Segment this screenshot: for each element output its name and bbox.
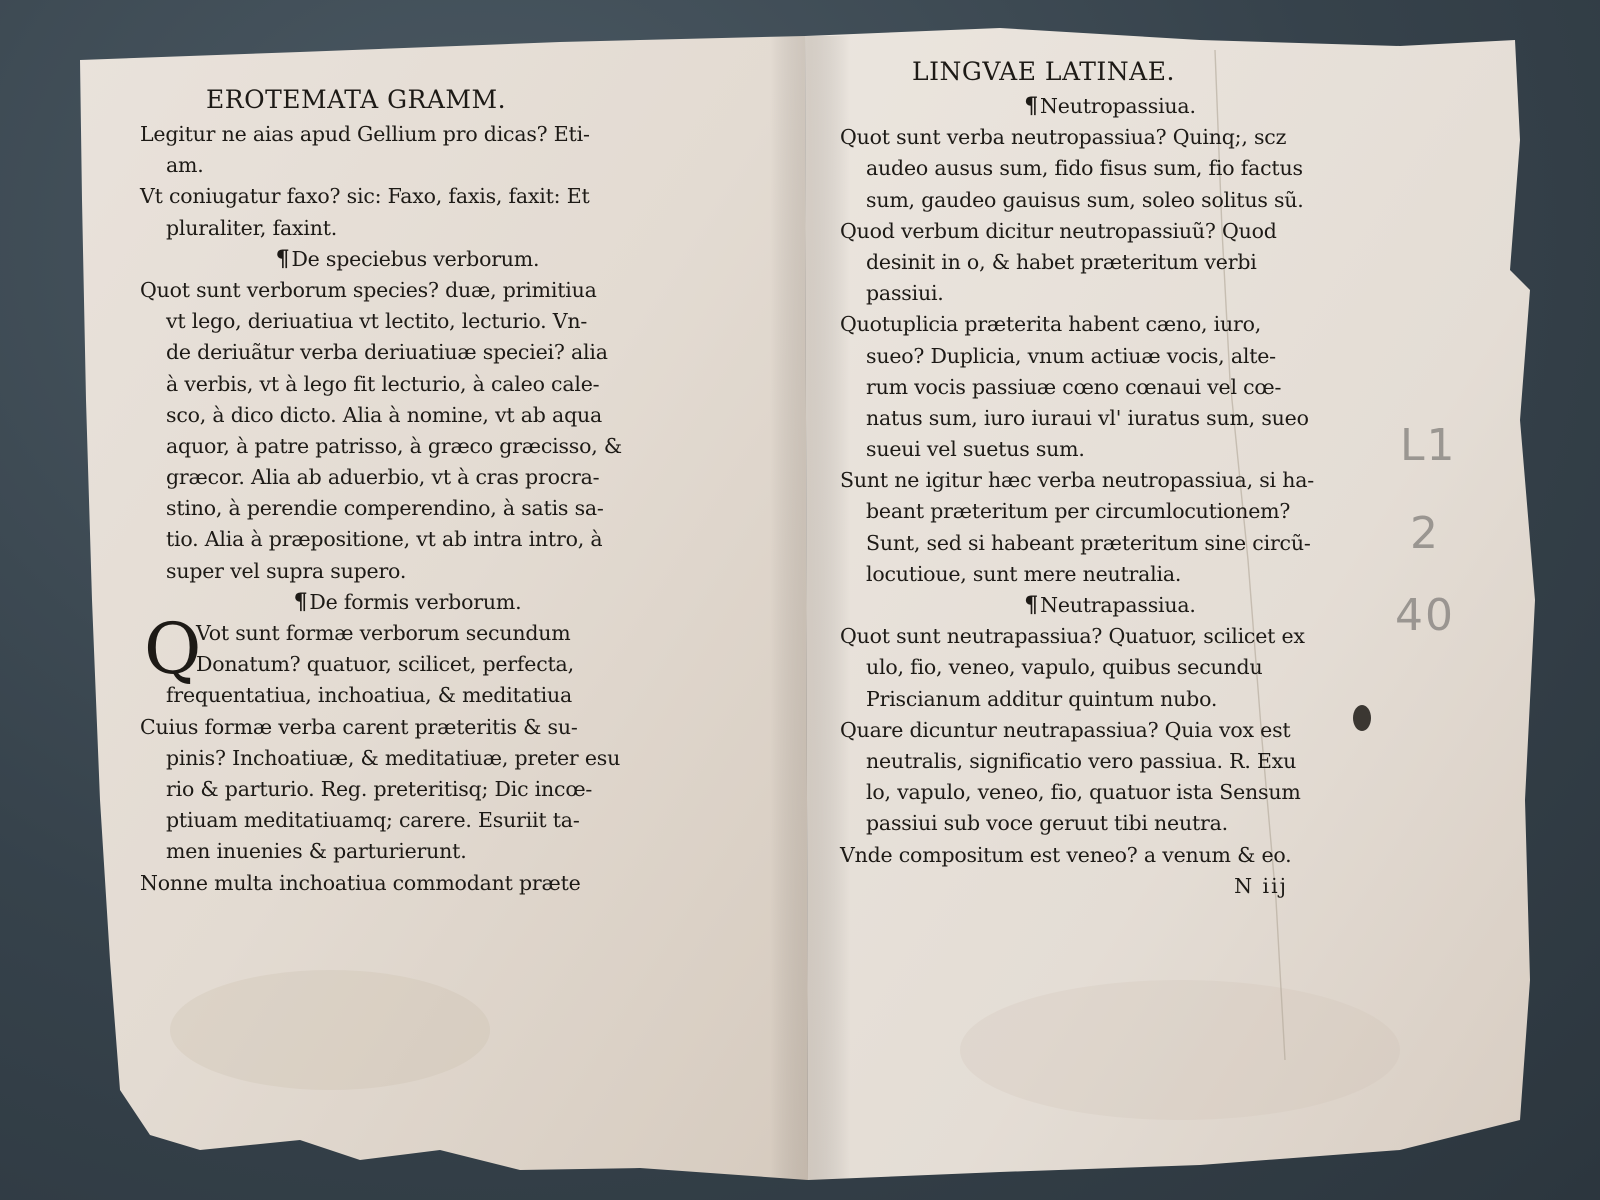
pilcrow-icon: ¶	[1024, 93, 1039, 119]
text-line: stino, à perendie comperendino, à satis sa-	[166, 496, 604, 521]
text-line: passiui.	[866, 281, 944, 306]
text-line: Quot sunt verba neutropassiua? Quinq;, scz	[840, 125, 1287, 150]
section-heading-text: De speciebus verborum.	[291, 246, 540, 271]
text-line: Sunt, sed si habeant præteritum sine circũ-	[866, 530, 1311, 555]
text-line: frequentatiua, inchoatiua, & meditatiua	[166, 683, 573, 708]
text-line: am.	[166, 153, 204, 178]
text-line: de deriuãtur verba deriuatiuæ speciei? alia	[166, 340, 608, 365]
text-line: Nonne multa inchoatiua commodant præte	[140, 870, 581, 895]
text-line: Vt coniugatur faxo? sic: Faxo, faxis, faxit: Et	[140, 184, 590, 209]
text-line: tio. Alia à præpositione, vt ab intra intro, à	[166, 527, 603, 552]
text-line: ptiuam meditatiuamq; carere. Esuriit ta-	[166, 808, 580, 833]
text-line: vt lego, deriuatiua vt lectito, lecturio. Vn-	[166, 309, 588, 334]
pilcrow-icon: ¶	[1024, 592, 1039, 618]
text-line: Quot sunt neutrapassiua? Quatuor, scilicet ex	[840, 624, 1305, 649]
text-line: audeo ausus sum, fido fisus sum, fio factus	[866, 156, 1303, 181]
text-line: rio & parturio. Reg. preteritisq; Dic incœ-	[166, 776, 593, 801]
text-line: super vel supra supero.	[166, 558, 407, 583]
section-heading-species	[140, 244, 675, 275]
text-line: desinit in o, & habet præteritum verbi	[866, 249, 1257, 274]
signature-mark: N iij	[1234, 873, 1288, 898]
text-line: sco, à dico dicto. Alia à nomine, vt ab aqua	[166, 402, 603, 427]
text-line: locutioue, sunt mere neutralia.	[866, 561, 1182, 586]
text-line: beant præteritum per circumlocutionem?	[866, 499, 1291, 524]
text-line: à verbis, vt à lego fit lecturio, à caleo cale-	[166, 371, 600, 396]
section-heading-neutrapassiua	[840, 590, 1380, 621]
section-heading-text: Neutrapassiua.	[1040, 593, 1196, 617]
text-line: Quotuplicia præterita habent cæno, iuro,	[840, 312, 1262, 337]
pilcrow-icon: ¶	[293, 588, 308, 615]
dropcap-letter: Q	[144, 608, 202, 690]
text-line: Legitur ne aias apud Gellium pro dicas? Eti-	[140, 122, 590, 146]
dropcap-paragraph	[140, 608, 675, 690]
text-line: Quare dicuntur neutrapassiua? Quia vox est	[840, 717, 1291, 742]
right-page	[840, 55, 1380, 902]
text-line: sueui vel suetus sum.	[866, 437, 1085, 462]
text-line: sueo? Duplicia, vnum actiuæ vocis, alte-	[866, 343, 1276, 368]
text-line: Sunt ne igitur hæc verba neutropassiua, si ha-	[840, 468, 1314, 493]
section-heading-text: De formis verborum.	[309, 589, 522, 614]
pilcrow-icon: ¶	[275, 245, 290, 272]
text-line: natus sum, iuro iuraui vl' iuratus sum, sueo	[866, 405, 1309, 430]
section-heading-text: Neutropassiua.	[1040, 94, 1196, 118]
text-line: neutralis, significatio vero passiua. R. Exu	[866, 748, 1297, 773]
text-line: passiui sub voce geruut tibi neutra.	[866, 811, 1228, 836]
text-line: Priscianum additur quintum nubo.	[866, 686, 1218, 711]
pencil-note-shelfmark: L1	[1400, 420, 1457, 471]
pencil-note-number: 2	[1410, 508, 1440, 559]
section-heading-forms	[140, 587, 675, 618]
text-line: aquor, à patre patrisso, à græco græcisso, &	[166, 433, 622, 458]
text-line: Cuius formæ verba carent præteritis & su-	[140, 714, 578, 739]
text-line: Vnde compositum est veneo? a venum & eo.	[840, 842, 1292, 867]
text-line: pluraliter, faxint.	[166, 215, 338, 240]
text-line: men inuenies & parturierunt.	[166, 839, 467, 864]
text-line: Vot sunt formæ verborum secundum	[196, 621, 571, 645]
section-heading-neutropassiua	[840, 91, 1380, 122]
text-line: sum, gaudeo gauisus sum, soleo solitus sũ.	[866, 187, 1304, 212]
text-line: Quot sunt verborum species? duæ, primitiua	[140, 277, 597, 302]
text-line: Donatum? quatuor, scilicet, perfecta,	[196, 652, 574, 677]
running-head-left: EROTEMATA GRAMM.	[206, 85, 507, 114]
text-line: pinis? Inchoatiuæ, & meditatiuæ, preter esu	[166, 745, 621, 770]
text-line: ulo, fio, veneo, vapulo, quibus secundu	[866, 655, 1263, 680]
text-line: rum vocis passiuæ cœno cœnaui vel cœ-	[866, 374, 1282, 399]
text-line: lo, vapulo, veneo, fio, quatuor ista Sensum	[866, 780, 1301, 805]
pencil-note-page: 40	[1395, 590, 1455, 641]
left-page	[140, 83, 675, 899]
text-line: Quod verbum dicitur neutropassiuũ? Quod	[840, 218, 1277, 243]
running-head-right: LINGVAE LATINAE.	[912, 57, 1175, 86]
text-line: græcor. Alia ab aduerbio, vt à cras procra-	[166, 465, 600, 490]
